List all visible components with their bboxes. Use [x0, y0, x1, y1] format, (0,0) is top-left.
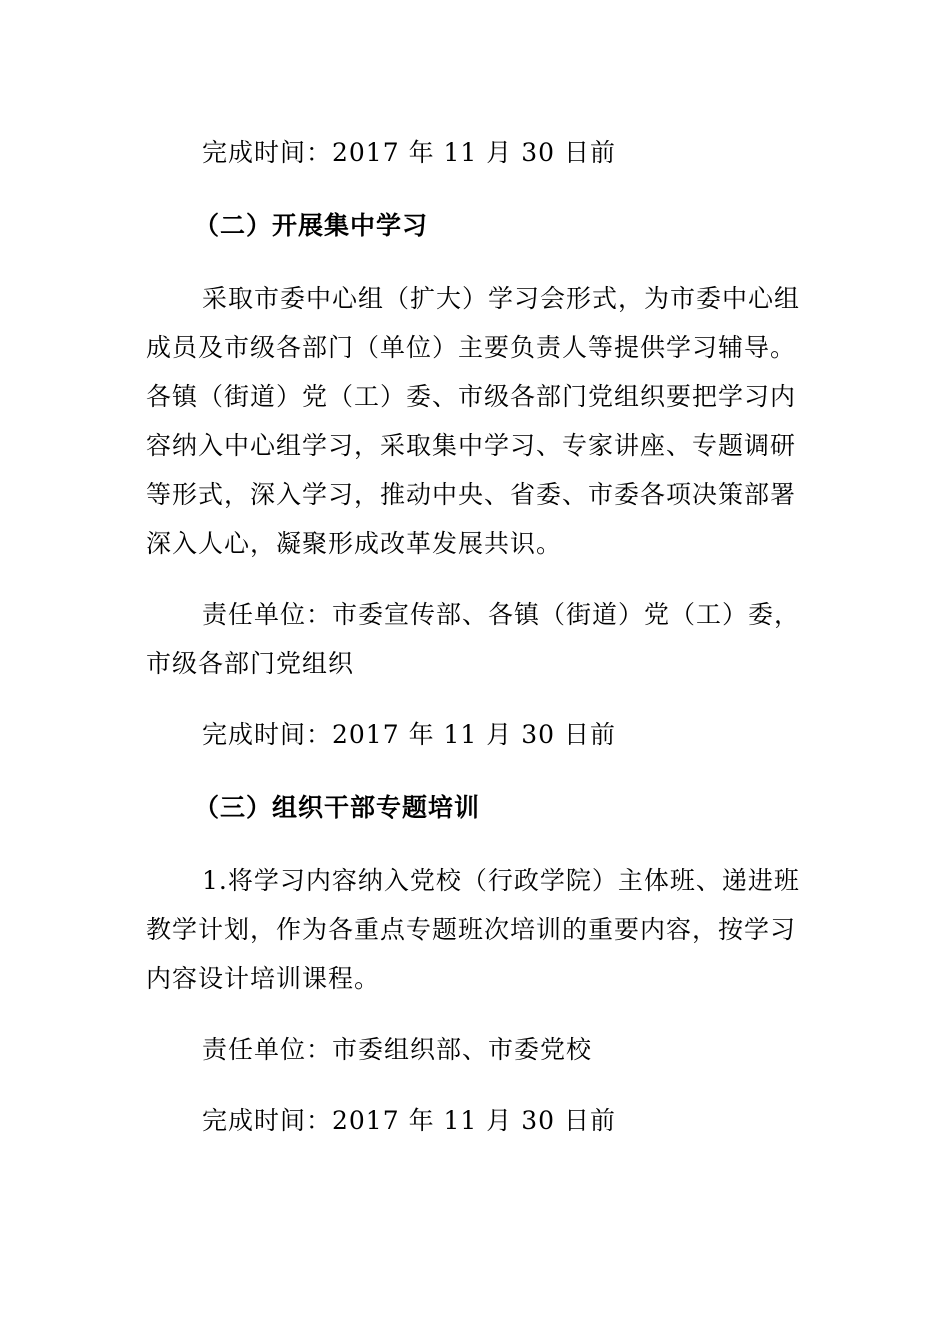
paragraph-line: 成员及市级各部门（单位）主要负责人等提供学习辅导。 [146, 333, 797, 362]
deadline-line-1: 完成时间：2017 年 11 月 30 日前 [202, 138, 616, 167]
section-2-responsibility [146, 590, 801, 688]
deadline-line-2: 完成时间：2017 年 11 月 30 日前 [202, 720, 616, 749]
paragraph-line: 等形式，深入学习，推动中央、省委、市委各项决策部署 [146, 480, 797, 509]
deadline-line-3: 完成时间：2017 年 11 月 30 日前 [202, 1106, 616, 1135]
section-heading-3: （三）组织干部专题培训 [194, 793, 481, 822]
paragraph-line: 内容设计培训课程。 [146, 964, 381, 993]
section-3-paragraph [146, 856, 801, 1003]
paragraph-line: 采取市委中心组（扩大）学习会形式，为市委中心组 [202, 284, 801, 313]
paragraph-line: 容纳入中心组学习，采取集中学习、专家讲座、专题调研 [146, 431, 797, 460]
section-2-paragraph [146, 274, 801, 568]
responsibility-line: 市级各部门党组织 [146, 649, 355, 678]
document-body [146, 128, 801, 1145]
paragraph-line: 教学计划，作为各重点专题班次培训的重要内容，按学习 [146, 915, 797, 944]
section-heading-2: （二）开展集中学习 [194, 211, 429, 240]
responsibility-line: 责任单位：市委宣传部、各镇（街道）党（工）委， [202, 600, 801, 629]
responsibility-line-3: 责任单位：市委组织部、市委党校 [202, 1035, 593, 1064]
paragraph-line: 1.将学习内容纳入党校（行政学院）主体班、递进班 [202, 866, 800, 895]
paragraph-line: 各镇（街道）党（工）委、市级各部门党组织要把学习内 [146, 382, 797, 411]
paragraph-line: 深入人心，凝聚形成改革发展共识。 [146, 529, 563, 558]
